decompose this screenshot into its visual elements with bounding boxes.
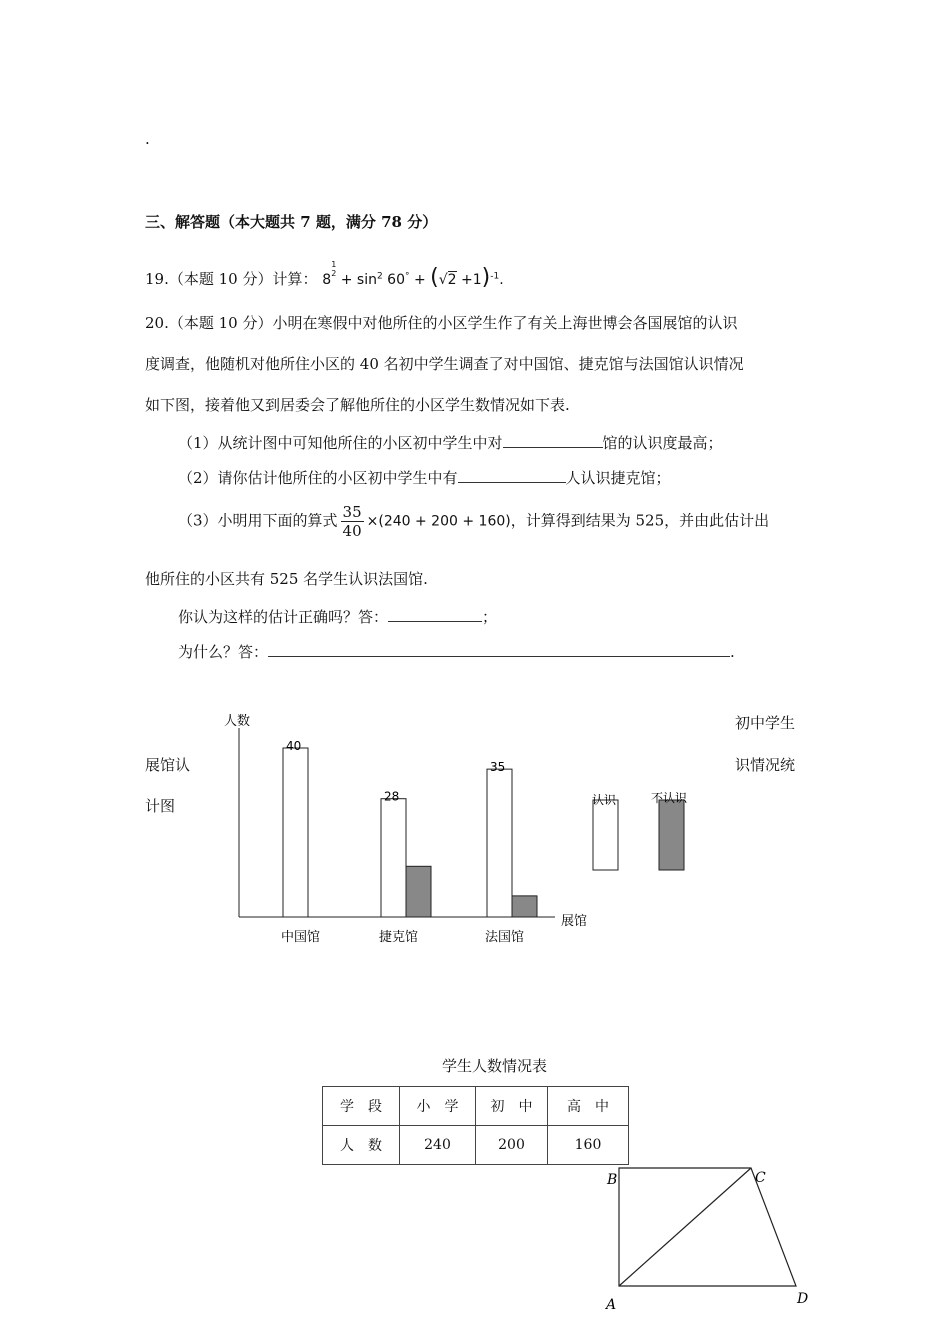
q20-line-3: 如下图，接着他又到居委会了解他所住的小区学生数情况如下表. [145,396,570,414]
q19-paren-open: ( [430,265,439,290]
category-label: 中国馆 [281,930,321,945]
stray-dot: . [145,130,150,148]
chart-title-right-2: 识情况统 [735,756,796,774]
sqrt-icon: √ [438,272,448,288]
label-c: C [755,1170,766,1186]
q20-sub1-text: （1）从统计图中可知他所住的小区初中学生中对 [178,434,503,452]
table-header-cell: 小 学 [400,1087,476,1126]
chart-title-left-2: 计图 [145,797,176,815]
q20-line-1: 20.（本题 10 分）小明在寒假中对他所住的小区学生作了有关上海世博会各国展馆的认识 [145,314,738,332]
legend-unknown-label: 不认识 [651,791,688,805]
table-header-cell: 高 中 [548,1087,629,1126]
ask2-tail: . [730,643,735,661]
q19-paren-close: ) [481,265,491,290]
x-axis-label: 展馆 [561,914,588,929]
q19-base: 8 [322,272,332,288]
q19-neg-exp: -1 [490,271,500,282]
label-a: A [606,1297,617,1313]
ask2-text: 为什么？答： [178,643,269,661]
trapezoid-shape [619,1168,796,1286]
table-cell: 160 [548,1126,629,1165]
legend-known-label: 认识 [592,793,617,807]
q19-sqrt-arg: 2 [447,272,457,288]
chart-title-left-1: 展馆认 [145,756,191,774]
q20-sub3-tail: ，计算得到结果为 525，并由此估计出 [510,511,770,530]
q20-sub1-tail: 馆的认识度最高； [602,434,723,452]
category-label: 法国馆 [485,930,525,945]
label-d: D [797,1291,809,1307]
table-header-cell: 学 段 [323,1087,400,1126]
q20-line-2: 度调查，他随机对他所住小区的 40 名初中学生调查了对中国馆、捷克馆与法国馆认识情况 [145,355,744,373]
frac-num: 35 [342,503,362,521]
table-cell: 人 数 [323,1126,400,1165]
q19-sin-exp: 2 [376,271,383,282]
q19-degree: ° [405,271,410,282]
label-b: B [607,1172,618,1188]
bar-data-label: 28 [384,789,400,804]
table-title: 学生人数情况表 [442,1057,548,1075]
ask1-text: 你认为这样的估计正确吗？答： [178,608,389,626]
chart-title-right-1: 初中学生 [735,714,796,732]
q19-plus-one: +1 [461,272,482,288]
q19-sin: + sin [340,272,377,288]
q19-end: . [499,272,504,288]
q20-line-after: 他所住的小区共有 525 名学生认识法国馆. [145,570,428,588]
q20-sub3-text: （3）小明用下面的算式 [178,511,338,530]
q19-plus: + [413,272,426,288]
category-label: 捷克馆 [379,930,419,945]
table-header-cell: 初 中 [476,1087,548,1126]
frac-den: 40 [342,522,362,540]
ask1-tail: ； [482,608,498,626]
q19-exp-den: 2 [331,269,337,278]
q19-exp-num: 1 [331,260,337,269]
q19-angle: 60 [387,272,405,288]
y-axis-label: 人数 [224,714,251,729]
table-cell: 200 [476,1126,548,1165]
table-cell: 240 [400,1126,476,1165]
q20-sub3-expr: ×(240 + 200 + 160) [366,513,511,530]
q19-prefix: 19.（本题 10 分）计算： [145,270,318,288]
diagonal-ac [619,1168,751,1286]
bar-data-label: 40 [286,739,302,753]
section-title: 三、解答题（本大题共 7 题，满分 78 分） [145,213,438,231]
q20-sub2-text: （2）请你估计他所住的小区初中学生中有 [178,469,458,487]
q20-sub2-tail: 人认识捷克馆； [565,469,671,487]
bar-data-label: 35 [490,760,506,775]
